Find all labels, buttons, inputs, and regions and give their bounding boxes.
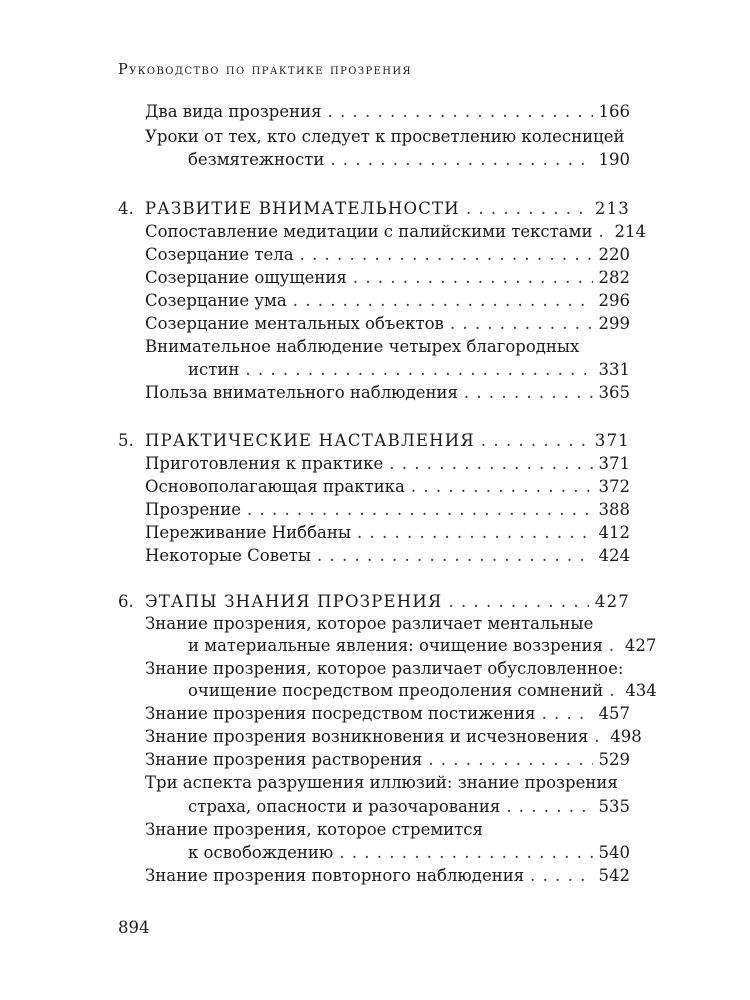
toc-entry[interactable] xyxy=(145,543,630,569)
toc-entry-page: 365 xyxy=(598,383,630,402)
toc-entry-page: 372 xyxy=(598,477,630,496)
chapter-page: 213 xyxy=(594,199,630,218)
toc-entry-page: 498 xyxy=(610,727,642,746)
toc-entry-title: Польза внимательного наблюдения xyxy=(145,383,458,402)
toc-entry-title-line1: Внимательное наблюдение четырех благородных xyxy=(145,337,580,356)
toc-entry-page: 457 xyxy=(598,704,630,723)
toc-entry-title: Основополагающая практика xyxy=(145,477,405,496)
leader-dots xyxy=(328,99,593,125)
toc-entry-page: 535 xyxy=(598,797,630,816)
chapter-title: РАЗВИТИЕ ВНИМАТЕЛЬНОСТИ xyxy=(145,199,460,218)
toc-entry-page: 529 xyxy=(598,750,630,769)
toc-entry-title-line1: Знание прозрения, которое различает обусловленное: xyxy=(145,659,624,678)
chapter-title: ЭТАПЫ ЗНАНИЯ ПРОЗРЕНИЯ xyxy=(145,592,443,611)
toc-entry-title: Некоторые Советы xyxy=(145,546,312,565)
toc-entry-page: 540 xyxy=(598,843,630,862)
toc-entry-title: Созерцание ощущения xyxy=(145,268,347,287)
toc-entry-title: Знание прозрения возникновения и исчезновения xyxy=(145,727,589,746)
toc-entry-title: Знание прозрения повторного наблюдения xyxy=(145,866,525,885)
toc-entry-page: 388 xyxy=(598,500,630,519)
toc-entry-page: 220 xyxy=(598,245,630,264)
toc-entry-title: истин xyxy=(188,360,240,379)
toc-entry-title: Приготовления к практике xyxy=(145,454,384,473)
chapter-number: 6. xyxy=(118,592,134,611)
toc-entry-page: 412 xyxy=(598,523,630,542)
leader-dots xyxy=(330,147,592,173)
chapter-page: 371 xyxy=(594,431,630,450)
leader-dots xyxy=(530,863,592,889)
toc-entry-title: Переживание Ниббаны xyxy=(145,523,352,542)
toc-entry-page: 190 xyxy=(598,150,630,169)
chapter-page: 427 xyxy=(594,592,630,611)
toc-entry-title: Знание прозрения растворения xyxy=(145,750,423,769)
toc-entry-title: очищение посредством преодоления сомнений xyxy=(188,681,604,700)
toc-entry-title: Знание прозрения посредством постижения xyxy=(145,704,536,723)
toc-entry-title: страха, опасности и разочарования xyxy=(188,797,501,816)
toc-entry-page: 427 xyxy=(624,636,657,655)
page-number: 894 xyxy=(118,918,150,937)
leader-dots xyxy=(317,543,592,569)
toc-entry-page: 542 xyxy=(598,866,630,885)
toc-entry-page: 299 xyxy=(598,314,630,333)
chapter-number: 5. xyxy=(118,431,134,450)
toc-entry-page: 434 xyxy=(625,681,657,700)
toc-entry[interactable] xyxy=(145,380,630,406)
toc-entry[interactable] xyxy=(145,863,630,889)
toc-entry-page: 214 xyxy=(614,222,646,241)
toc-entry-title: безмятежности xyxy=(188,150,325,169)
toc-entry-page: 282 xyxy=(598,268,630,287)
toc-entry-page: 424 xyxy=(598,546,630,565)
toc-entry[interactable] xyxy=(145,99,630,125)
chapter-title: ПРАКТИЧЕСКИЕ НАСТАВЛЕНИЯ xyxy=(145,431,475,450)
toc-entry-title: Созерцание тела xyxy=(145,245,294,264)
running-head: Руководство по практике прозрения xyxy=(118,62,413,78)
toc-entry[interactable] xyxy=(188,147,630,173)
toc-entry-page: 296 xyxy=(598,291,630,310)
toc-entry-title-line1: Знание прозрения, которое стремится xyxy=(145,820,483,839)
toc-entry-title: Созерцание ментальных объектов xyxy=(145,314,444,333)
leader-dots xyxy=(506,794,592,820)
toc-entry-title: и материальные явления: очищение воззрения xyxy=(188,636,603,655)
toc-entry-page: 166 xyxy=(598,102,630,121)
chapter-number: 4. xyxy=(118,199,134,218)
toc-entry-title: к освобождению xyxy=(188,843,334,862)
toc-entry-title: Созерцание ума xyxy=(145,291,287,310)
toc-entry-page: 331 xyxy=(598,360,630,379)
leader-dots xyxy=(464,380,593,406)
toc-entry-title: Два вида прозрения xyxy=(145,102,322,121)
toc-entry-title-line1: Уроки от тех, кто следует к просветлению колесницей xyxy=(145,127,625,146)
toc-entry-page: 371 xyxy=(598,454,630,473)
toc-entry-title-line1: Три аспекта разрушения иллюзий: знание прозрения xyxy=(145,773,618,792)
toc-entry-title: Прозрение xyxy=(145,500,241,519)
toc-entry-title-line1: Знание прозрения, которое различает ментальные xyxy=(145,614,594,633)
toc-entry-title: Сопоставление медитации с палийскими текстами xyxy=(145,222,593,241)
